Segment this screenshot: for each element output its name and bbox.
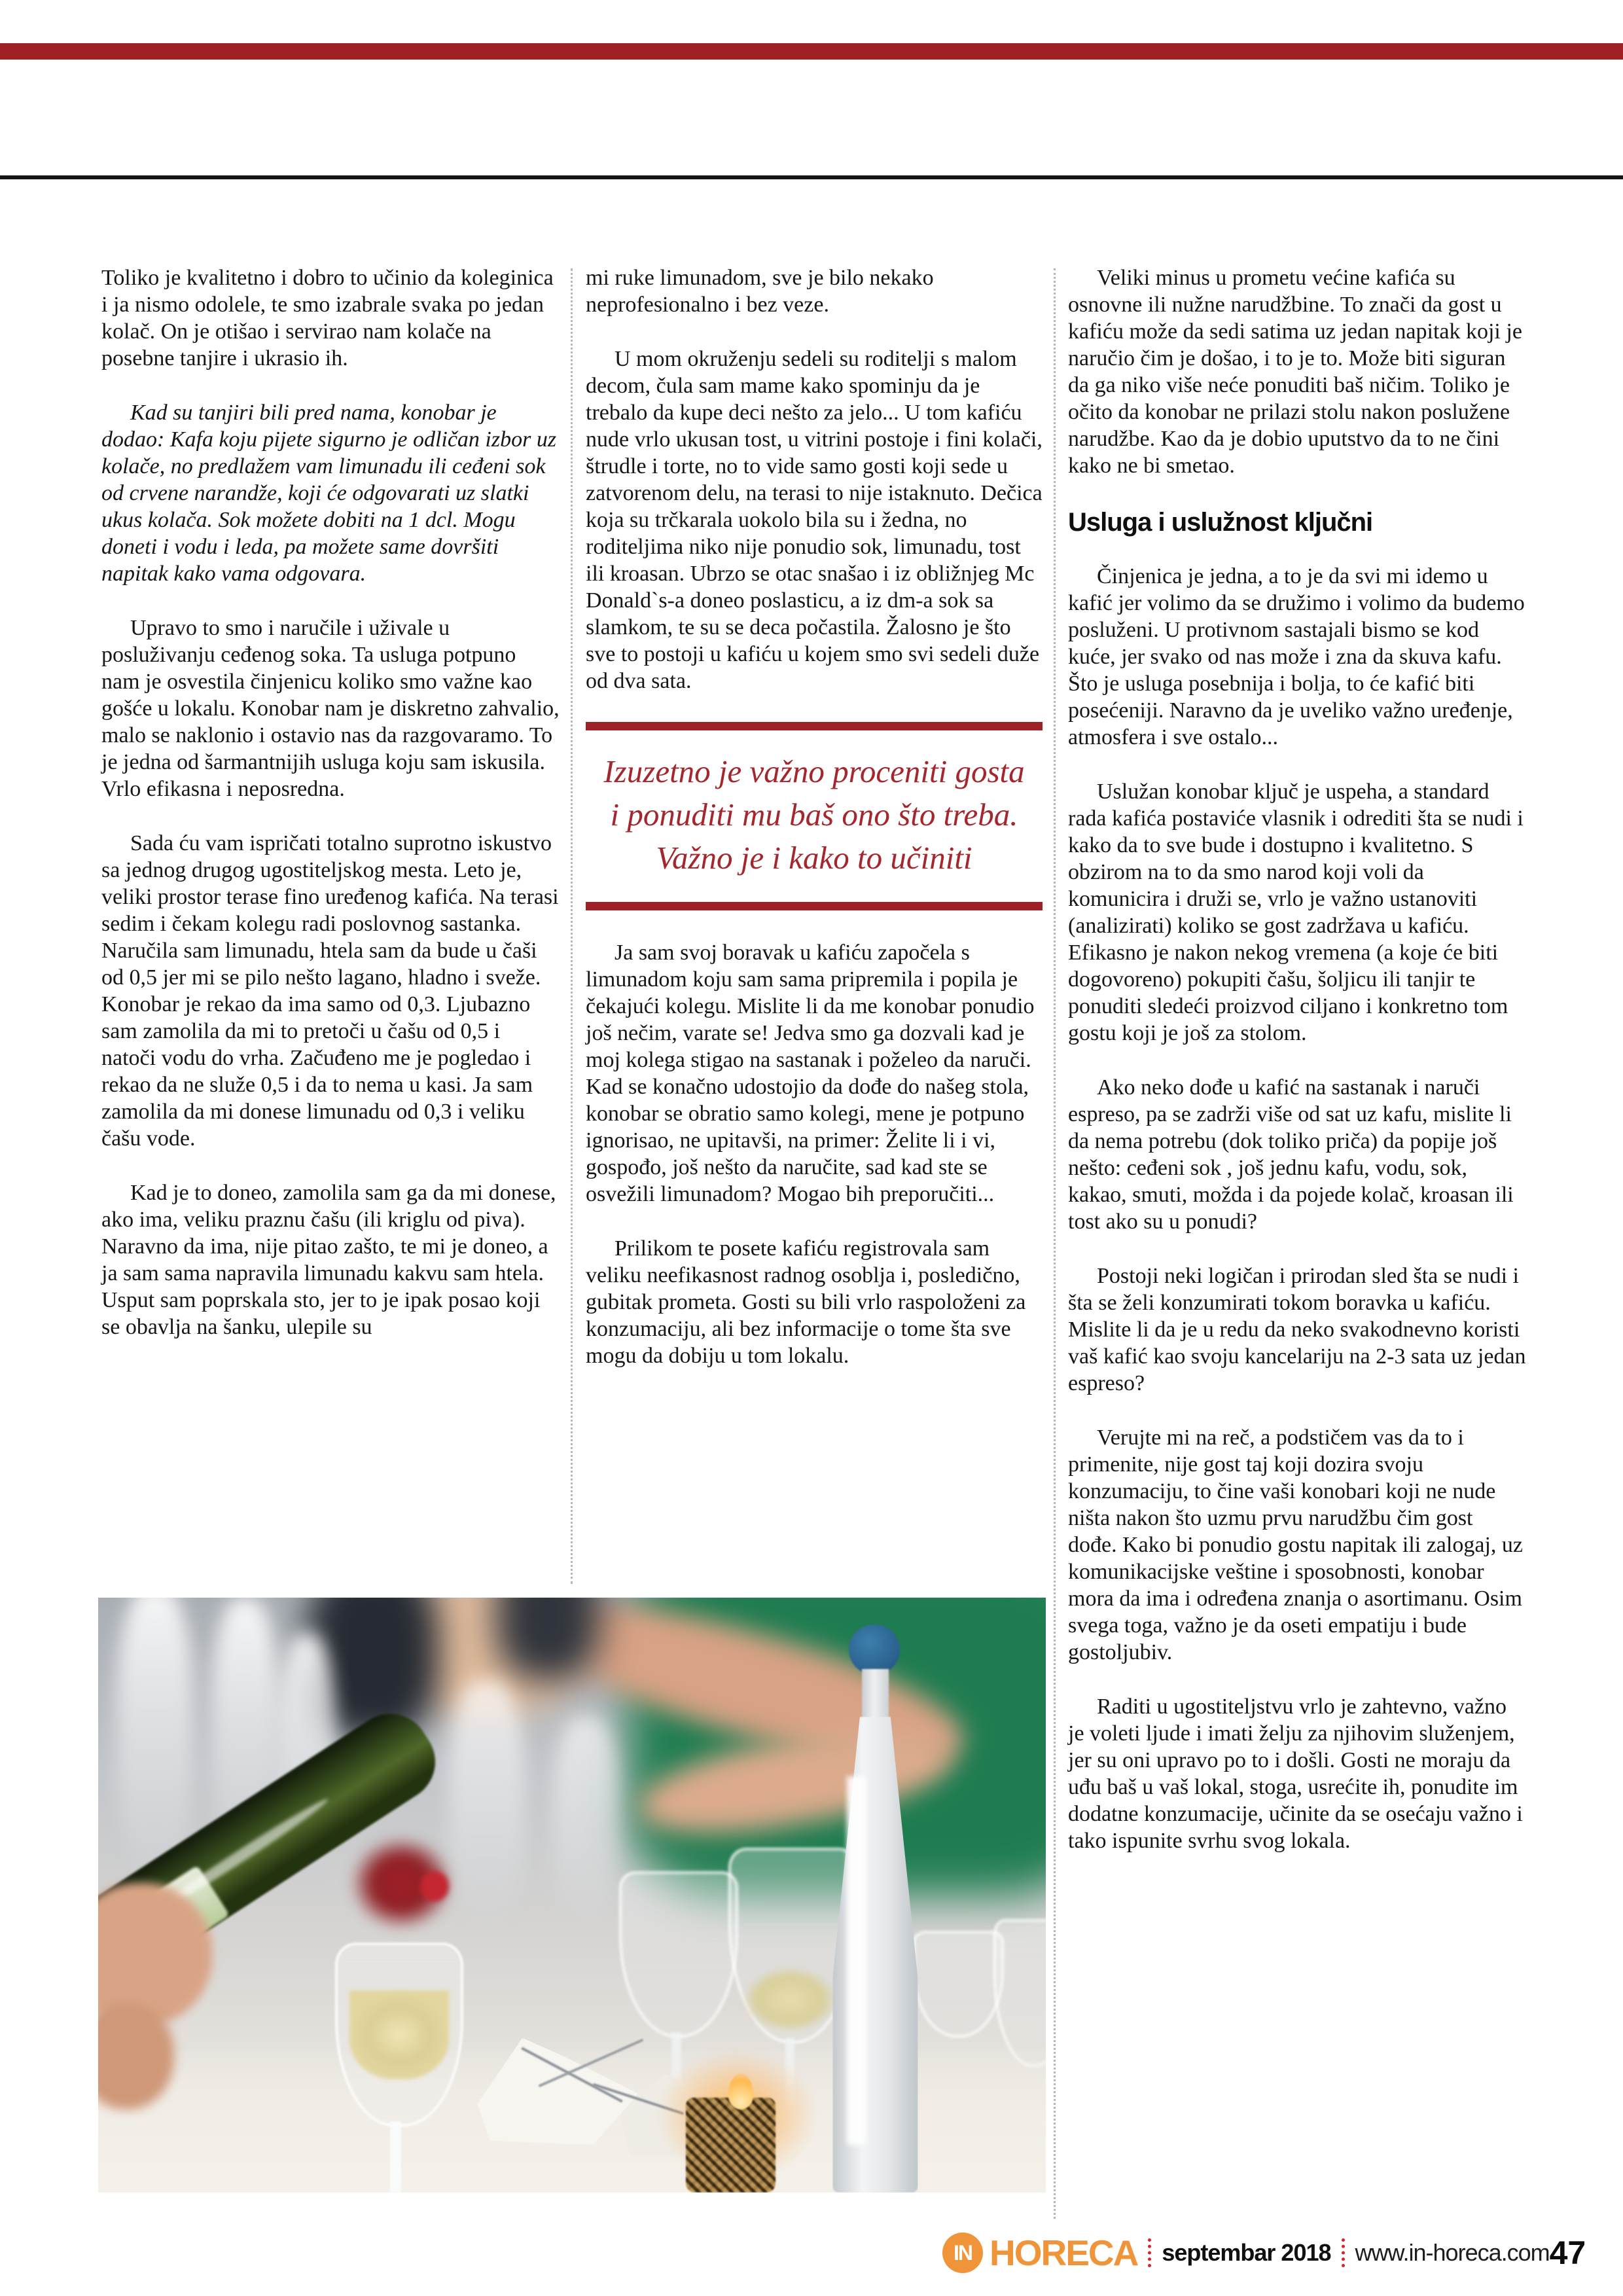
logo-in-icon: IN xyxy=(942,2233,983,2273)
article-column-2 xyxy=(586,264,1043,1397)
pull-quote-line: Izuzetno je važno proceniti gosta xyxy=(603,753,1025,789)
pull-quote-line: i ponuditi mu baš ono što treba. xyxy=(610,797,1018,833)
photo-wine-glass xyxy=(993,1919,1046,2067)
paragraph: Kad je to doneo, zamolila sam ga da mi donese, ako ima, veliku praznu čašu (ili kriglu od piva). Naravno da ima, nije pitao zašto, te mi je doneo, a ja sam sama napravila limunadu kakvu sam htela. Usput sam poprskala sto, jer to je ipak posao koji se obavlja na šanku, ulepile su xyxy=(101,1181,556,1339)
photo-bottle-shine xyxy=(847,1776,866,2145)
paragraph: Ja sam svoj boravak u kafiću započela s limunadom koju sam sama pripremila i popila je čekajući kolegu. Mislite li da me konobar ponudio još nečim, varate se! Jedva smo ga dozvali kad je moj kolega stigao na sastanak i poželeo da naruči. Kad se konačno udostojio da dođe do našeg stola, konobar se obratio samo kolegi, mene je potpuno ignorisao, ne upitavši, na primer: Želite li i vi, gospođo, još nešto da naručite, sad kad ste se osvežili limunadom? Mogao bih preporučiti... xyxy=(586,941,1035,1206)
photo-blur-layer xyxy=(496,1598,600,1681)
paragraph: Postoji neki logičan i prirodan sled šta se nudi i šta se želi konzumirati tokom boravka u kafiću. Mislite li da je u redu da neko svakodnevno koristi vaš kafić kao svoju kancelariju na 2-3 sata uz jedan espreso? xyxy=(1068,1264,1526,1395)
page-number: 47 xyxy=(1549,2234,1586,2271)
photo-champagne-fill xyxy=(349,1990,449,2079)
pull-quote xyxy=(586,722,1043,910)
article-column-3 xyxy=(1068,264,1526,1882)
paragraph: U mom okruženju sedeli su roditelji s malom decom, čula sam mame kako spominju da je trebalo da kupe deci nešto za jelo... U tom kafiću nude vrlo ukusan tost, u vitrini postoje i fini kolači, štrudle i torte, no to vide samo gosti koji sede u zatvorenom delu, na terasi to nije istaknuto. Dečica koja su trčkarala uokolo bila su i žedna, no roditeljima niko nije ponudio sok, limunadu, tost ili kroasan. Ubrzo se otac snašao i iz obližnjeg Mc Donald`s-a doneo poslasticu, a iz dm-a sok sa slamkom, te su se deca počastila. Žalosno je što sve to postoji u kafiću u kojem smo svi sedeli duže od dva sata. xyxy=(586,347,1043,693)
paragraph: Sada ću vam ispričati totalno suprotno iskustvo sa jednog drugog ugostiteljskog mesta. Leto je, veliki prostor terase fino uređenog kafića. Na terasi sedim i čekam kolegu radi poslovnog sastanka. Naručila sam limunadu, htela sam da bude u čaši od 0,5 jer mi se pilo nešto lagano, hladno i sveže. Konobar je rekao da ima samo od 0,3. Ljubazno sam zamolila da mi to pretoči u čašu od 0,5 i natoči vodu do vrha. Začuđeno me je pogledao i rekao da ne služe 0,5 i da to nema u kasi. Ja sam zamolila da mi donese limunadu od 0,3 i veliku čašu vode. xyxy=(101,831,559,1151)
paragraph: mi ruke limunadom, sve je bilo nekako neprofesionalno i bez veze. xyxy=(586,266,934,317)
photo-candle-flame xyxy=(728,2073,753,2109)
photo-table-scene xyxy=(98,1598,1046,2193)
footer-divider xyxy=(1148,2238,1151,2267)
paragraph: Ako neko dođe u kafić na sastanak i naruči espreso, pa se zadrži više od sat uz kafu, mislite li da nema potrebu (dok toliko priča) da popije još nešto: ceđeni sok , još jednu kafu, vodu, sok, kakao, smuti, možda i da pojede kolač, kroasan ili tost ako su u ponudi? xyxy=(1068,1075,1514,1234)
website-url: www.in-horeca.com xyxy=(1355,2239,1550,2266)
footer-divider xyxy=(1342,2238,1345,2267)
paragraph-italic: Kad su tanjiri bili pred nama, konobar je dodao: Kafa koju pijete sigurno je odličan izbor uz kolače, no predlažem vam limunadu ili ceđeni sok od crvene narandže, koji će odgovarati uz slatki ukus kolača. Sok možete dobiti na 1 dcl. Mogu doneti i vodu i leda, pa možete same dovršiti napitak kako vama odgovara. xyxy=(101,401,557,586)
photo-wine-glass xyxy=(913,1931,1003,2037)
column-divider-2 xyxy=(1054,268,1056,2219)
photo-white-wine xyxy=(743,1967,838,2032)
magazine-logo xyxy=(942,2232,1137,2274)
issue-date: septembar 2018 xyxy=(1162,2239,1331,2266)
photo-water-bottle-neck xyxy=(862,1669,889,1723)
paragraph: Raditi u ugostiteljstvu vrlo je zahtevno, važno je voleti ljude i imati želju za njihovim služenjem, jer su oni upravo po to i došli. Gosti ne moraju da uđu baš u vaš lokal, stoga, usrećite ih, ponudite im dodatne konzumacije, učinite da se osećaju važno i tako ispunite svrhu svog lokala. xyxy=(1068,1695,1523,1853)
paragraph: Verujte mi na reč, a podstičem vas da to i primenite, nije gost taj koji dozira svoju konzumaciju, to čine vaši konobari koji ne nude ništa nakon što uzmu prvu narudžbu čim gost dođe. Kako bi ponudio gostu napitak ili zalogaj, uz komunikacijske veštine i sposobnosti, konobar mora da ima i određena znanja o asortimanu. Osim svega toga, važno je da oseti empatiju i bude gostoljubiv. xyxy=(1068,1426,1523,1664)
section-heading: Usluga i uslužnost ključni xyxy=(1068,508,1373,537)
page-footer xyxy=(942,2229,1586,2276)
photo-glass-blur xyxy=(117,1598,193,1871)
top-accent-bar xyxy=(0,43,1623,60)
photo-red-wine-highlight xyxy=(420,1871,448,1901)
photo-bottle-stopper xyxy=(849,1624,900,1675)
paragraph: Činjenica je jedna, a to je da svi mi idemo u kafić jer volimo da se družimo i volimo da budemo posluženi. U protivnom sastajali bismo se kod kuće, jer svako od nas može i zna da skuva kafu. Što je usluga posebnija i bolja, to će kafić biti posećeniji. Naravno da je uveliko važno uređenje, atmosfera i sve ostalo... xyxy=(1068,564,1525,749)
article-column-1 xyxy=(101,264,560,1368)
paragraph: Prilikom te posete kafiću registrovala sam veliku neefikasnost radnog osoblja i, posledično, gubitak prometa. Gosti su bili vrlo raspoloženi za konzumaciju, ali bez informacije o tome šta sve mogu da dobiju u tom lokalu. xyxy=(586,1236,1026,1368)
photo-glass-blur xyxy=(449,1681,525,1919)
paragraph: Upravo to smo i naručile i uživale u posluživanju ceđenog soka. Ta usluga potpuno nam je osvestila činjenicu koliko smo važne kao gošće u lokalu. Konobar nam je diskretno zahvalio, malo se naklonio i ostavio nas da razgovaramo. To je jedna od šarmantnijih usluga koju sam iskusila. Vrlo efikasna i neposredna. xyxy=(101,616,560,801)
photo-candle-holder xyxy=(686,2098,776,2193)
header-rule xyxy=(0,175,1623,179)
pull-quote-line: Važno je i kako to učiniti xyxy=(656,840,972,876)
logo-horeca-text: HORECA xyxy=(990,2233,1138,2273)
photo-wine-glass xyxy=(619,1871,738,2037)
paragraph: Veliki minus u prometu većine kafića su osnovne ili nužne narudžbine. To znači da gost u kafiću može da sedi satima uz jedan napitak koji je naručio čim je došao, i to je to. Može biti siguran da ga niko više neće ponuditi baš ničim. Toliko je očito da konobar ne prilazi stolu nakon poslužene narudžbe. Kao da je dobio uputstvo da to ne čini kako ne bi smetao. xyxy=(1068,266,1522,478)
paragraph: Uslužan konobar ključ je uspeha, a standard rada kafića postaviće vlasnik i odrediti šta se nudi i kako da to sve bude i dostupno i kvalitetno. S obzirom na to da smo narod koji voli da komunicira i druži se, vrlo je važno ustanoviti (analizirati) koliko se gost zadržava u kafiću. Efikasno je nakon nekog vremena (a koje će biti dogovoreno) pokupiti čašu, šoljicu ili tanjir te ponuditi sledeći proizvod ciljano i konkretno tom gostu koji je još za stolom. xyxy=(1068,780,1524,1045)
column-divider-1 xyxy=(571,268,573,1584)
photo-glass-blur xyxy=(553,1717,619,1919)
paragraph: Toliko je kvalitetno i dobro to učinio da koleginica i ja nismo odolele, te smo izabrale svaka po jedan kolač. On je otišao i servirao nam kolače na posebne tanjire i ukrasio ih. xyxy=(101,266,554,370)
photo-glass-stem xyxy=(390,2121,401,2193)
